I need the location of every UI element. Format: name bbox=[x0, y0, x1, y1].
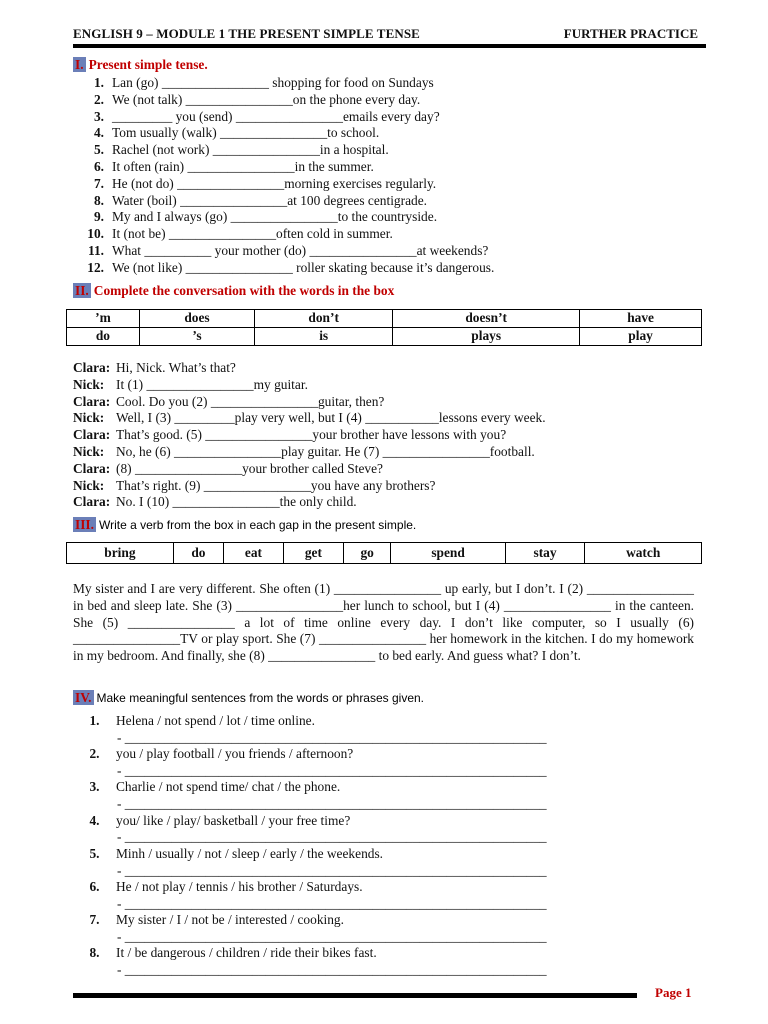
item-text: Rachel (not work) ________________in a hospital. bbox=[112, 142, 389, 158]
answer-line: - _______________________________________________________________ bbox=[117, 928, 547, 944]
item-prompt: you / play football / you friends / afternoon? bbox=[116, 746, 354, 762]
answer-line: - _______________________________________________________________ bbox=[117, 962, 547, 978]
item-number: 11. bbox=[88, 242, 104, 258]
item-text: Lan (go) ________________ shopping for food on Sundays bbox=[112, 75, 434, 90]
list-item bbox=[73, 243, 494, 260]
line-text: Hi, Nick. What’s that? bbox=[116, 360, 236, 375]
item-number: 1. bbox=[89, 713, 100, 728]
word-cell: ’s bbox=[139, 328, 254, 346]
conversation bbox=[73, 360, 546, 511]
answer-line: - _______________________________________________________________ bbox=[117, 729, 547, 745]
section-1-title: Present simple tense. bbox=[88, 57, 208, 72]
conversation-line bbox=[73, 494, 546, 511]
item-text: My and I always (go) ________________to the countryside. bbox=[112, 209, 438, 225]
item-prompt: He / not play / tennis / his brother / Saturdays. bbox=[116, 878, 363, 894]
answer-line: - _______________________________________________________________ bbox=[117, 895, 547, 911]
section-3-title: Write a verb from the box in each gap in the present simple. bbox=[98, 518, 417, 532]
word-box-3 bbox=[66, 542, 702, 564]
list-item bbox=[73, 912, 633, 945]
answer-line: - _______________________________________________________________ bbox=[117, 862, 547, 878]
line-text: Cool. Do you (2) ________________guitar, then? bbox=[116, 393, 385, 409]
worksheet-subtitle: FURTHER PRACTICE bbox=[563, 26, 698, 41]
answer-line: - _______________________________________________________________ bbox=[117, 829, 547, 845]
list-item bbox=[73, 193, 494, 210]
item-text: Water (boil) ________________at 100 degrees centigrade. bbox=[112, 192, 427, 208]
item-prompt: Helena / not spend / lot / time online. bbox=[116, 713, 315, 728]
list-item bbox=[73, 260, 494, 277]
conversation-line bbox=[73, 478, 546, 495]
line-text: That’s right. (9) ________________you have any brothers? bbox=[116, 477, 436, 493]
speaker: Clara: bbox=[73, 360, 111, 375]
item-number: 10. bbox=[87, 226, 104, 242]
item-prompt: It / be dangerous / children / ride their bikes fast. bbox=[116, 945, 377, 961]
conversation-line bbox=[73, 377, 546, 394]
item-number: 7. bbox=[89, 912, 100, 928]
item-number: 7. bbox=[93, 175, 104, 191]
word-cell: ’m bbox=[67, 310, 140, 328]
speaker: Nick: bbox=[73, 477, 105, 493]
section-2-number: II. bbox=[75, 283, 89, 298]
conversation-line bbox=[73, 394, 546, 411]
header-rule bbox=[73, 44, 706, 48]
word-cell: does bbox=[139, 310, 254, 328]
item-number: 8. bbox=[89, 945, 100, 961]
line-text: (8) ________________your brother called Steve? bbox=[116, 460, 384, 476]
item-number: 3. bbox=[93, 108, 104, 124]
item-number: 9. bbox=[93, 209, 104, 225]
word-cell: have bbox=[580, 310, 702, 328]
item-number: 4. bbox=[89, 812, 100, 828]
list-item bbox=[73, 713, 633, 746]
list-item bbox=[73, 846, 633, 879]
item-number: 8. bbox=[93, 192, 104, 208]
item-text: What __________ your mother (do) ________________at weekends? bbox=[112, 242, 489, 258]
list-item bbox=[73, 176, 494, 193]
list-item bbox=[73, 109, 494, 126]
list-item bbox=[73, 879, 633, 912]
list-item bbox=[73, 159, 494, 176]
word-cell: spend bbox=[391, 543, 505, 564]
section-4-title: Make meaningful sentences from the words or phrases given. bbox=[96, 691, 425, 705]
word-cell: is bbox=[255, 328, 393, 346]
word-cell: plays bbox=[393, 328, 580, 346]
conversation-line bbox=[73, 410, 546, 427]
item-number: 5. bbox=[89, 845, 100, 861]
item-text: We (not like) ________________ roller skating because it’s dangerous. bbox=[112, 259, 495, 275]
item-number: 2. bbox=[89, 746, 100, 762]
item-prompt: Minh / usually / not / sleep / early / the weekends. bbox=[116, 845, 384, 861]
section-1-heading bbox=[73, 57, 208, 74]
word-cell: eat bbox=[223, 543, 283, 564]
item-text: It often (rain) ________________in the summer. bbox=[112, 158, 374, 174]
speaker: Clara: bbox=[73, 393, 111, 409]
section-4-heading bbox=[73, 690, 424, 707]
list-item bbox=[73, 92, 494, 109]
section-2-title: Complete the conversation with the words in the box bbox=[93, 283, 395, 298]
footer-rule bbox=[73, 993, 637, 998]
item-number: 5. bbox=[93, 142, 104, 158]
item-text: We (not talk) ________________on the phone every day. bbox=[112, 91, 421, 107]
list-item bbox=[73, 779, 633, 812]
speaker: Clara: bbox=[73, 460, 111, 476]
word-cell: doesn’t bbox=[393, 310, 580, 328]
section-3-number: III. bbox=[75, 517, 94, 532]
sentence-building-list bbox=[73, 713, 633, 979]
list-item bbox=[73, 75, 494, 92]
page-header bbox=[73, 24, 698, 46]
word-cell: get bbox=[283, 543, 343, 564]
item-prompt: you/ like / play/ basketball / your free time? bbox=[116, 812, 351, 828]
word-cell: go bbox=[343, 543, 391, 564]
section-4-number: IV. bbox=[75, 690, 92, 705]
section-3-heading bbox=[73, 517, 416, 534]
line-text: That’s good. (5) ________________your brother have lessons with you? bbox=[116, 427, 507, 443]
item-number: 12. bbox=[87, 259, 104, 275]
conversation-line bbox=[73, 427, 546, 444]
list-item bbox=[73, 226, 494, 243]
item-prompt: Charlie / not spend time/ chat / the phone. bbox=[116, 779, 341, 795]
item-number: 3. bbox=[89, 779, 100, 795]
worksheet-title: ENGLISH 9 – MODULE 1 THE PRESENT SIMPLE TENSE bbox=[73, 26, 420, 41]
line-text: No. I (10) ________________the only child. bbox=[116, 494, 357, 510]
list-item bbox=[73, 125, 494, 142]
item-text: It (not be) ________________often cold in summer. bbox=[112, 226, 393, 242]
word-cell: play bbox=[580, 328, 702, 346]
answer-line: - _______________________________________________________________ bbox=[117, 762, 547, 778]
word-cell: do bbox=[67, 328, 140, 346]
page-number: Page 1 bbox=[655, 985, 692, 1000]
item-text: Tom usually (walk) ________________to school. bbox=[112, 125, 380, 141]
item-number: 6. bbox=[93, 158, 104, 174]
list-item bbox=[73, 945, 633, 978]
list-item bbox=[73, 209, 494, 226]
speaker: Clara: bbox=[73, 427, 111, 443]
conversation-line bbox=[73, 461, 546, 478]
line-text: No, he (6) ________________play guitar. He (7) ________________football. bbox=[116, 443, 535, 459]
word-cell: bring bbox=[67, 543, 174, 564]
line-text: Well, I (3) _________play very well, but I (4) ___________lessons every week. bbox=[116, 410, 546, 426]
speaker: Nick: bbox=[73, 376, 105, 392]
list-item bbox=[73, 142, 494, 159]
speaker: Nick: bbox=[73, 443, 105, 459]
answer-line: - _______________________________________________________________ bbox=[117, 796, 547, 812]
item-number: 6. bbox=[89, 878, 100, 894]
conversation-line bbox=[73, 360, 546, 377]
conversation-line bbox=[73, 444, 546, 461]
list-item bbox=[73, 813, 633, 846]
line-text: It (1) ________________my guitar. bbox=[116, 376, 308, 392]
gap-fill-paragraph: My sister and I are very different. She often (1) ________________ up early, but I don’t. I (2) ________________ in bed and sleep late. She (3) ________________her lunch to school, but I (4) ________________ in the canteen. She (5) ________________ a lot of time online every day. I don’t like computer, so I usually (6) ________________TV or play sport. She (7) ________________ her homework in the kitchen. I do my homework in my bedroom. And finally, she (8) ________________ to bed early. And guess what? I don’t. bbox=[73, 581, 694, 664]
word-cell: don’t bbox=[255, 310, 393, 328]
item-number: 1. bbox=[93, 75, 104, 90]
section-1-number: I. bbox=[75, 57, 84, 72]
section-1-list bbox=[73, 75, 494, 277]
speaker: Clara: bbox=[73, 494, 111, 510]
word-cell: do bbox=[173, 543, 223, 564]
item-text: He (not do) ________________morning exercises regularly. bbox=[112, 175, 437, 191]
item-text: _________ you (send) ________________emails every day? bbox=[112, 108, 440, 124]
item-number: 2. bbox=[93, 91, 104, 107]
speaker: Nick: bbox=[73, 410, 105, 426]
word-cell: watch bbox=[585, 543, 702, 564]
item-number: 4. bbox=[93, 125, 104, 141]
word-cell: stay bbox=[505, 543, 585, 564]
section-2-heading bbox=[73, 283, 394, 300]
word-box-2 bbox=[66, 309, 702, 346]
list-item bbox=[73, 746, 633, 779]
item-prompt: My sister / I / not be / interested / cooking. bbox=[116, 912, 344, 928]
